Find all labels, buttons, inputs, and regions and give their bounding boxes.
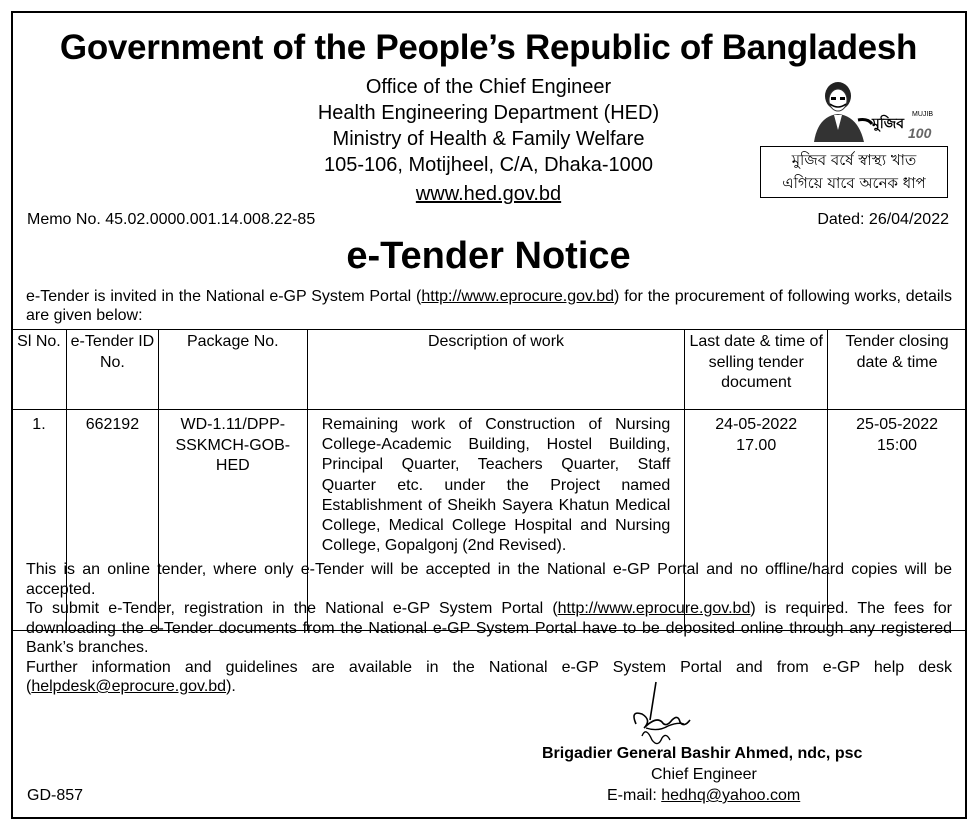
notice-heading: e-Tender Notice <box>346 235 631 277</box>
intro-paragraph <box>26 287 952 325</box>
government-title: Government of the People’s Republic of Bangladesh <box>59 28 918 67</box>
helpdesk-text-start: Further information and guidelines are available in the National e-GP System Portal and from e-GP help desk ( <box>26 658 952 695</box>
signatory-email-link[interactable]: hedhq@yahoo.com <box>661 787 801 804</box>
col-header-sl: Sl No. <box>12 330 67 410</box>
cell-sl: 1. <box>12 410 67 631</box>
gd-code: GD-857 <box>27 787 84 804</box>
col-header-description: Description of work <box>307 330 685 410</box>
mujib-100-logo <box>808 80 938 142</box>
eprocure-link-2[interactable]: http://www.eprocure.gov.bd <box>557 600 751 617</box>
last-date-value: 24-05-2022 <box>715 416 798 433</box>
helpdesk-email-link[interactable]: helpdesk@eprocure.gov.bd <box>31 678 227 695</box>
logo-text: মুজিব <box>872 116 905 132</box>
col-header-closing: Tender closing date & time <box>828 330 967 410</box>
notice-body <box>26 560 952 697</box>
cell-tender-id: 662192 <box>66 410 158 631</box>
table-header-row <box>12 330 967 410</box>
office-name: Office of the Chief Engineer <box>365 76 612 98</box>
helpdesk-text-end: ). <box>226 678 236 695</box>
last-time-value: 17.00 <box>736 436 777 454</box>
office-address: 105-106, Motijheel, C/A, Dhaka-1000 <box>323 154 654 176</box>
department-name: Health Engineering Department (HED) <box>317 102 660 124</box>
registration-text-start: To submit e-Tender, registration in the National e-GP System Portal ( <box>26 600 558 617</box>
website-link[interactable]: www.hed.gov.bd <box>415 183 562 205</box>
closing-time-value: 15:00 <box>877 436 918 454</box>
closing-date-value: 25-05-2022 <box>856 416 938 433</box>
col-header-last-date: Last date & time of selling tender document <box>685 330 828 410</box>
slogan-line-2: এগিয়ে যাবে অনেক ধাপ <box>782 174 926 192</box>
notice-date: Dated: 26/04/2022 <box>817 211 949 228</box>
helpdesk-paragraph <box>26 658 952 697</box>
registration-paragraph <box>26 599 952 658</box>
slogan-line-1: মুজিব বর্ষে স্বাস্থ্য খাত <box>791 151 917 169</box>
handwritten-signature <box>622 680 712 750</box>
col-header-package: Package No. <box>158 330 307 410</box>
ministry-name: Ministry of Health & Family Welfare <box>332 128 645 150</box>
registration-text-end: ) is required. The fees for downloading the e-Tender documents from the National e-GP System Portal have to be deposited online through any registered Bank’s branches. <box>26 600 953 656</box>
col-header-tender-id: e-Tender ID No. <box>66 330 158 410</box>
memo-number: Memo No. 45.02.0000.001.14.008.22-85 <box>27 211 316 228</box>
intro-text-end: ) for the procurement of following works, details are given below: <box>26 288 952 324</box>
mujib-year-slogan <box>760 146 948 198</box>
signatory-name: Brigadier General Bashir Ahmed, ndc, psc <box>542 745 863 762</box>
signatory-designation: Chief Engineer <box>651 766 757 783</box>
cell-description: Remaining work of Construction of Nursing College-Academic Building, Hostel Building, Principal Quarter, Teachers Quarter, Staff Quarter etc. under the Project named Establishment of Sheikh Sayera Khatun Medical College, Medical College Hospital and Nursing College, Gopalgonj (2nd Revised). <box>307 410 685 631</box>
svg-text:MUJIB: MUJIB <box>912 111 933 118</box>
online-tender-paragraph: This is an online tender, where only e-Tender will be accepted in the National e-GP Portal and no offline/hard copies will be accepted. <box>26 561 952 598</box>
email-label: E-mail: <box>607 787 662 804</box>
svg-text:100: 100 <box>908 125 932 141</box>
eprocure-link[interactable]: http://www.eprocure.gov.bd <box>421 288 615 305</box>
intro-text-start: e-Tender is invited in the National e-GP System Portal ( <box>26 288 422 305</box>
cell-package: WD-1.11/DPP-SSKMCH-GOB-HED <box>158 410 307 631</box>
signatory-email-line <box>607 787 800 805</box>
